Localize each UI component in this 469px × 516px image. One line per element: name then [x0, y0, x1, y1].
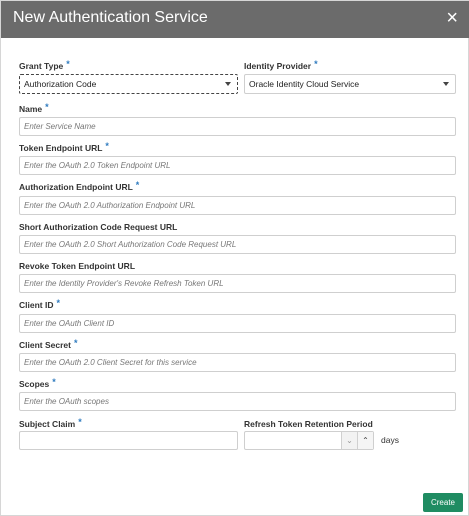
authorization-endpoint-input[interactable]: Enter the OAuth 2.0 Authorization Endpoint URL	[19, 196, 456, 215]
authorization-endpoint-label	[19, 182, 139, 192]
token-endpoint-label	[19, 143, 109, 153]
scopes-label	[19, 379, 56, 389]
short-auth-code-label	[19, 222, 177, 232]
required-marker: *	[45, 102, 49, 112]
identity-provider-label	[244, 61, 318, 71]
close-icon[interactable]: ×	[446, 7, 458, 29]
scopes-label-text: Scopes	[19, 379, 50, 389]
required-marker: *	[52, 377, 56, 387]
subject-claim-label	[19, 419, 82, 429]
revoke-token-label-text: Revoke Token Endpoint URL	[19, 261, 136, 271]
required-marker: *	[78, 417, 82, 427]
subject-claim-input[interactable]	[19, 431, 238, 450]
required-marker: *	[314, 59, 318, 69]
client-secret-input[interactable]: Enter the OAuth 2.0 Client Secret for this service	[19, 353, 456, 372]
authorization-endpoint-label-text: Authorization Endpoint URL	[19, 182, 133, 192]
name-label-text: Name	[19, 104, 43, 114]
required-marker: *	[73, 338, 78, 348]
identity-provider-label-text: Identity Provider	[244, 61, 312, 71]
identity-provider-select[interactable]	[244, 74, 456, 94]
required-marker: *	[56, 298, 60, 308]
chevron-down-icon	[443, 82, 449, 86]
revoke-token-label	[19, 261, 135, 271]
client-id-label-text: Client ID	[19, 300, 54, 310]
refresh-retention-label-text: Refresh Token Retention Period	[244, 419, 373, 429]
grant-type-label	[19, 61, 70, 71]
name-label	[19, 104, 49, 114]
identity-provider-value: Oracle Identity Cloud Service	[249, 79, 360, 89]
create-button[interactable]: Create	[423, 493, 463, 512]
retention-unit-label: days	[381, 435, 399, 445]
refresh-retention-label	[244, 419, 373, 429]
grant-type-label-text: Grant Type	[19, 61, 64, 71]
client-secret-label	[19, 340, 77, 350]
client-id-input[interactable]: Enter the OAuth Client ID	[19, 314, 456, 333]
grant-type-value: Authorization Code	[24, 79, 97, 89]
token-endpoint-label-text: Token Endpoint URL	[19, 143, 103, 153]
required-marker: *	[105, 141, 109, 151]
short-auth-code-label-text: Short Authorization Code Request URL	[19, 222, 178, 232]
subject-claim-label-text: Subject Claim	[19, 419, 76, 429]
refresh-retention-stepper[interactable]	[244, 431, 374, 450]
client-secret-label-text: Client Secret	[19, 340, 71, 350]
revoke-token-input[interactable]: Enter the Identity Provider's Revoke Refresh Token URL	[19, 274, 456, 293]
name-input[interactable]: Enter Service Name	[19, 117, 456, 136]
dialog-title: New Authentication Service	[13, 9, 208, 26]
required-marker: *	[135, 180, 140, 190]
chevron-down-icon	[225, 82, 231, 86]
grant-type-select[interactable]	[19, 74, 238, 94]
required-marker: *	[66, 59, 70, 69]
scopes-input[interactable]: Enter the OAuth scopes	[19, 392, 456, 411]
token-endpoint-input[interactable]: Enter the OAuth 2.0 Token Endpoint URL	[19, 156, 456, 175]
short-auth-code-input[interactable]: Enter the OAuth 2.0 Short Authorization Code Request URL	[19, 235, 456, 254]
chevron-down-icon[interactable]: ⌄	[341, 432, 357, 449]
dialog-titlebar	[1, 1, 469, 38]
client-id-label	[19, 300, 60, 310]
chevron-up-icon[interactable]: ⌃	[357, 432, 373, 449]
